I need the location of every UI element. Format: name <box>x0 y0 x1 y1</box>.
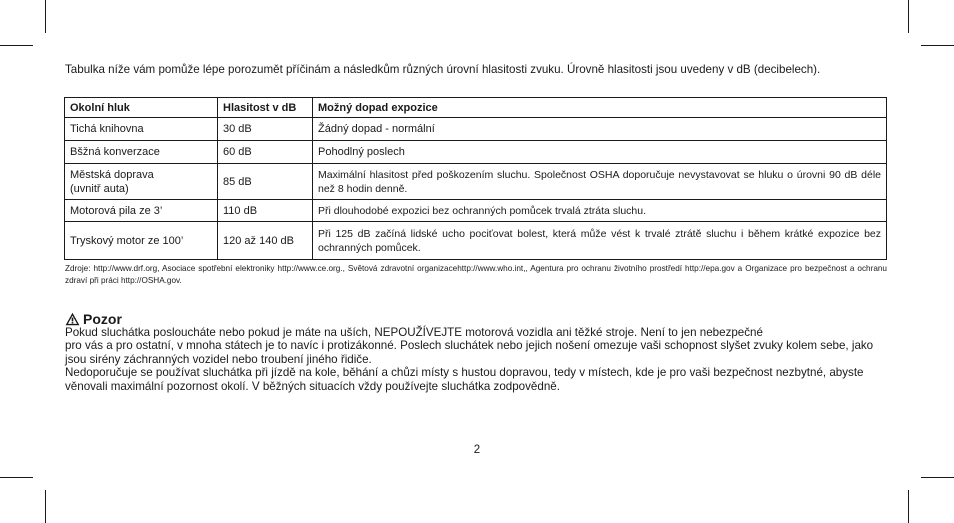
cell-volume: 60 dB <box>218 141 313 164</box>
cell-noise-source: Bšžná konverzace <box>65 141 218 164</box>
source-note: Zdroje: http://www.drf.org, Asociace spotřební elektroniky http://www.ce.org., Světová zdravotní organizacehttp://www.who.int,, Agentura pro ochranu životního prostředí http://epa.gov a Organizace pro bezpečnost a ochranu zdraví při práci http://OSHA.gov. <box>65 264 887 285</box>
crop-mark-bottom-left-h <box>0 477 33 478</box>
column-header-ambient-noise: Okolní hluk <box>65 98 218 118</box>
noise-level-table <box>64 97 887 260</box>
column-header-exposure-effect: Možný dopad expozice <box>313 98 887 118</box>
crop-mark-bottom-right-v <box>908 490 909 523</box>
cell-effect: Žádný dopad - normální <box>313 118 887 141</box>
crop-mark-top-left-v <box>45 0 46 33</box>
cell-volume: 85 dB <box>218 164 313 200</box>
cell-noise-source: Tichá knihovna <box>65 118 218 141</box>
cell-noise-source: Motorová pila ze 3’ <box>65 200 218 222</box>
crop-mark-bottom-right-h <box>921 477 954 478</box>
crop-mark-top-right-v <box>908 0 909 33</box>
warning-paragraph: pro vás a pro ostatní, v mnoha státech je to navíc i protizákonné. Poslech sluchátek nebo jejich nošení omezuje vaši schopnost slyšet zvuky kolem sebe, jako jsou sirény záchranných vozidel nebo troubení jiného řidiče. <box>65 339 874 366</box>
cell-volume: 30 dB <box>218 118 313 141</box>
cell-noise-source-line2: (uvnitř auta) <box>70 182 129 195</box>
warning-body <box>65 326 888 393</box>
cell-effect: Při dlouhodobé expozici bez ochranných pomůcek trvalá ztráta sluchu. <box>313 200 887 222</box>
table-row <box>65 118 887 141</box>
table-row <box>65 141 887 164</box>
table-row <box>65 222 887 260</box>
cell-effect: Při 125 dB začíná lidské ucho pociťovat bolest, která může vést k trvalé ztrátě sluchu i během krátké expozice bez ochranných pomůcek. <box>313 222 887 260</box>
warning-title: Pozor <box>83 311 122 327</box>
cell-noise-source <box>65 164 218 200</box>
crop-mark-bottom-left-v <box>45 490 46 523</box>
cell-effect: Pohodlný poslech <box>313 141 887 164</box>
cell-noise-source: Tryskový motor ze 100’ <box>65 222 218 260</box>
intro-paragraph: Tabulka níže vám pomůže lépe porozumět příčinám a následkům různých úrovní hlasitosti zvuku. Úrovně hlasitosti jsou uvedeny v dB (decibelech). <box>65 63 821 76</box>
crop-mark-top-right-h <box>921 45 954 46</box>
cell-effect: Maximální hlasitost před poškozením sluchu. Společnost OSHA doporučuje nevystavovat se hluku o úrovni 90 dB déle než 8 hodin denně. <box>313 164 887 200</box>
warning-triangle-icon <box>65 312 80 326</box>
warning-heading <box>65 311 122 327</box>
column-header-volume-db: Hlasitost v dB <box>218 98 313 118</box>
warning-paragraph: Pokud sluchátka posloucháte nebo pokud je máte na uších, NEPOUŽÍVEJTE motorová vozidla ani těžké stroje. Není to jen nebezpečné <box>65 326 763 339</box>
warning-paragraph: Nedoporučuje se používat sluchátka při jízdě na kole, běhání a chůzi místy s hustou dopravou, tedy v místech, kde je pro vaši bezpečnost nezbytné, abyste věnovali maximální pozornost okolí. V běžných situacích vždy používejte sluchátka zodpovědně. <box>65 366 864 393</box>
table-row <box>65 164 887 200</box>
crop-mark-top-left-h <box>0 45 33 46</box>
cell-volume: 120 až 140 dB <box>218 222 313 260</box>
page-number: 2 <box>473 444 481 456</box>
table-header-row <box>65 98 887 118</box>
cell-volume: 110 dB <box>218 200 313 222</box>
cell-noise-source-line1: Městská doprava <box>70 168 154 181</box>
table-row <box>65 200 887 222</box>
